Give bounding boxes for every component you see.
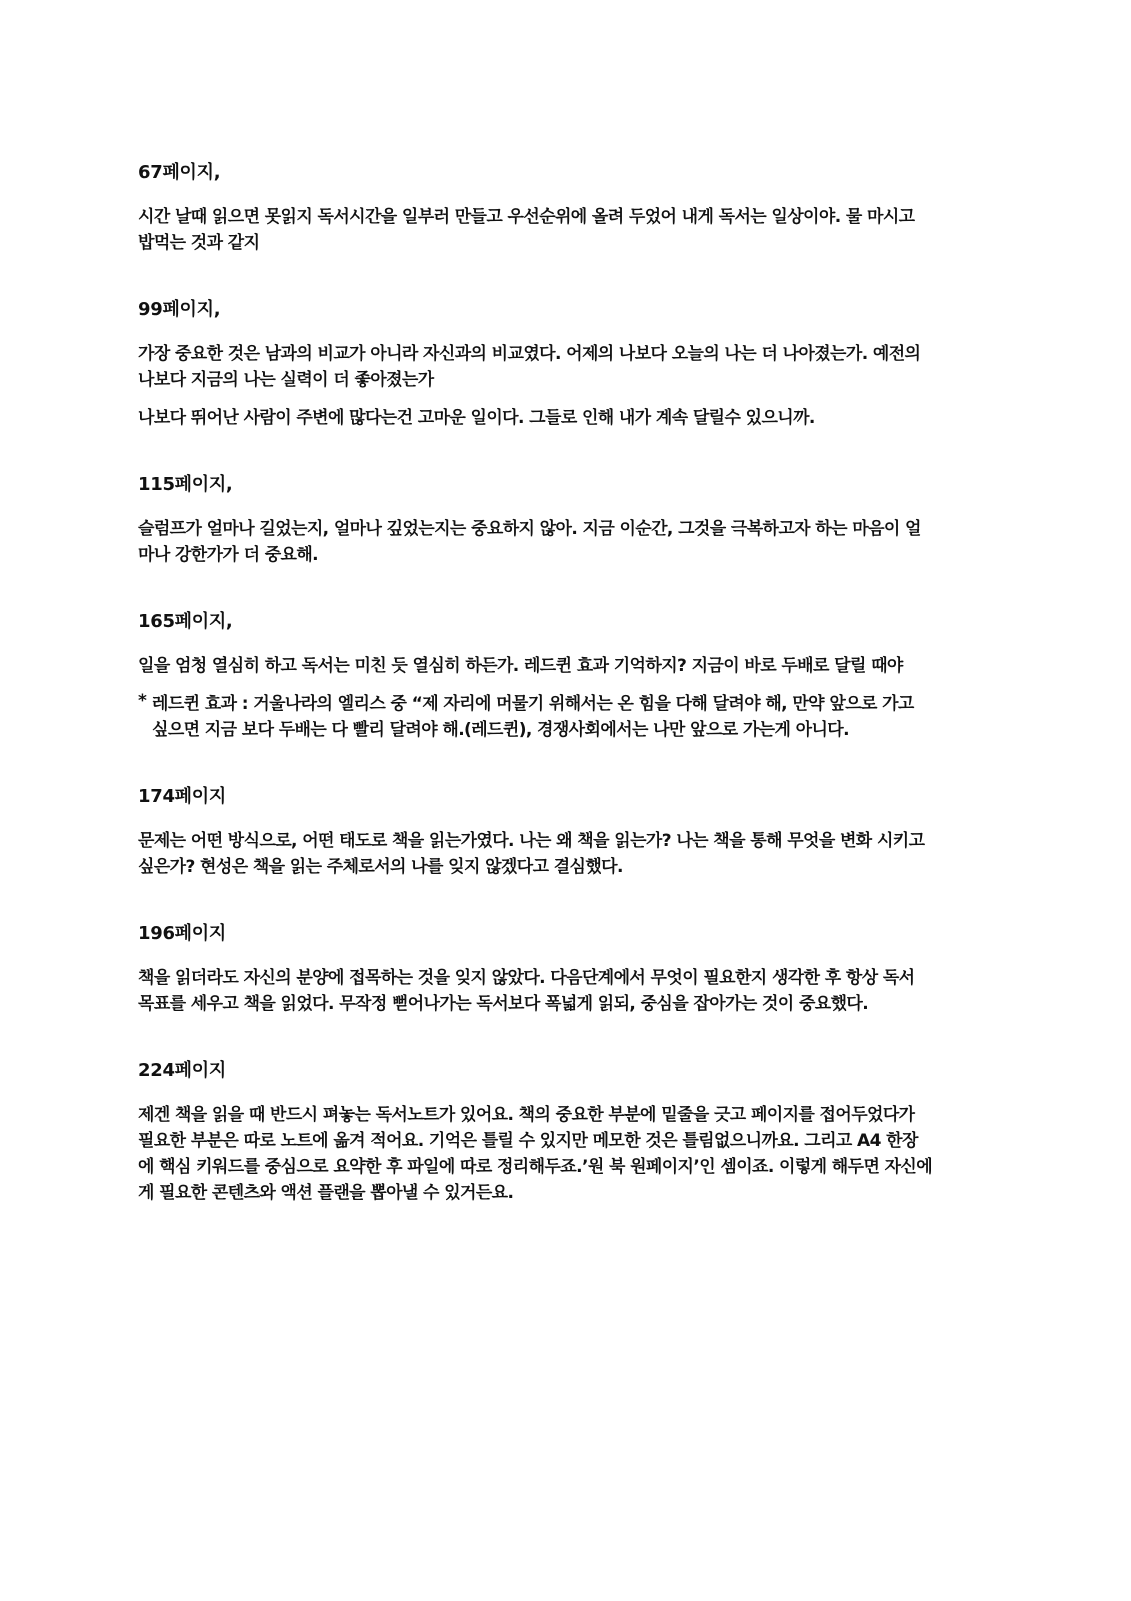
text-line: 슬럼프가 얼마나 길었는지, 얼마나 깊었는지는 중요하지 않아. 지금 이순간, 그것을 극복하고자 하는 마음이 얼	[138, 519, 921, 539]
section-heading: 67페이지,	[138, 162, 221, 183]
quote-section-p67	[138, 160, 1008, 256]
text-line: 마나 강한가가 더 중요해.	[138, 545, 319, 565]
quote-paragraph	[138, 405, 1008, 431]
text-line: 문제는 어떤 방식으로, 어떤 태도로 책을 읽는가였다. 나는 왜 책을 읽는가? 나는 책을 통해 무엇을 변화 시키고	[138, 831, 925, 851]
quote-paragraph	[138, 1102, 1008, 1206]
quote-section-p99	[138, 297, 1008, 431]
text-line: 밥먹는 것과 같지	[138, 233, 260, 253]
text-line: 가장 중요한 것은 남과의 비교가 아니라 자신과의 비교였다. 어제의 나보다 오늘의 나는 더 나아졌는가. 예전의	[138, 344, 921, 364]
text-line: 에 핵심 키워드를 중심으로 요약한 후 파일에 따로 정리해두죠.’원 북 원페이지’인 셈이죠. 이렇게 해두면 자신에	[138, 1157, 933, 1177]
text-line: 책을 읽더라도 자신의 분양에 접목하는 것을 잊지 않았다. 다음단계에서 무엇이 필요한지 생각한 후 항상 독서	[138, 968, 915, 988]
quote-section-p196	[138, 921, 1008, 1017]
section-heading: 174페이지	[138, 786, 226, 807]
text-line: 싶으면 지금 보다 두배는 다 빨리 달려야 해.(레드퀸), 경쟁사회에서는 나만 앞으로 가는게 아니다.	[152, 720, 849, 740]
asterisk-mark: *	[138, 691, 147, 711]
text-line: 게 필요한 콘텐츠와 액션 플랜을 뽑아낼 수 있거든요.	[138, 1183, 514, 1203]
section-heading: 196페이지	[138, 923, 226, 944]
quote-paragraph	[138, 965, 1008, 1017]
quote-section-p115	[138, 472, 1008, 568]
text-line: 목표를 세우고 책을 읽었다. 무작정 뻗어나가는 독서보다 폭넓게 읽되, 중심을 잡아가는 것이 중요했다.	[138, 994, 869, 1014]
text-line: 레드퀸 효과 : 거울나라의 엘리스 중 “제 자리에 머물기 위해서는 온 힘을 다해 달려야 해, 만약 앞으로 가고	[152, 694, 914, 714]
footnote	[138, 691, 1008, 743]
section-heading: 115페이지,	[138, 474, 233, 495]
quote-section-p224	[138, 1058, 1008, 1206]
quote-paragraph	[138, 341, 1008, 393]
quote-paragraph	[138, 516, 1008, 568]
section-heading: 99페이지,	[138, 299, 221, 320]
quote-section-p165	[138, 609, 1008, 743]
text-line: 나보다 지금의 나는 실력이 더 좋아졌는가	[138, 370, 434, 390]
section-heading: 165페이지,	[138, 611, 233, 632]
quote-paragraph	[138, 828, 1008, 880]
section-heading: 224페이지	[138, 1060, 226, 1081]
text-line: 싶은가? 현성은 책을 읽는 주체로서의 나를 잊지 않겠다고 결심했다.	[138, 857, 623, 877]
quote-paragraph	[138, 653, 1008, 679]
text-line: 필요한 부분은 따로 노트에 옮겨 적어요. 기억은 틀릴 수 있지만 메모한 것은 틀림없으니까요. 그리고 A4 한장	[138, 1131, 918, 1151]
text-line: 일을 엄청 열심히 하고 독서는 미친 듯 열심히 하든가. 레드퀸 효과 기억하지? 지금이 바로 두배로 달릴 때야	[138, 656, 903, 676]
quote-section-p174	[138, 784, 1008, 880]
text-line: 제겐 책을 읽을 때 반드시 펴놓는 독서노트가 있어요. 책의 중요한 부분에 밑줄을 긋고 페이지를 접어두었다가	[138, 1105, 915, 1125]
document-page	[138, 160, 1008, 1206]
text-line: 시간 날때 읽으면 못읽지 독서시간을 일부러 만들고 우선순위에 올려 두었어 내게 독서는 일상이야. 물 마시고	[138, 207, 915, 227]
quote-paragraph	[138, 204, 1008, 256]
text-line: 나보다 뛰어난 사람이 주변에 많다는건 고마운 일이다. 그들로 인해 내가 계속 달릴수 있으니까.	[138, 408, 815, 428]
